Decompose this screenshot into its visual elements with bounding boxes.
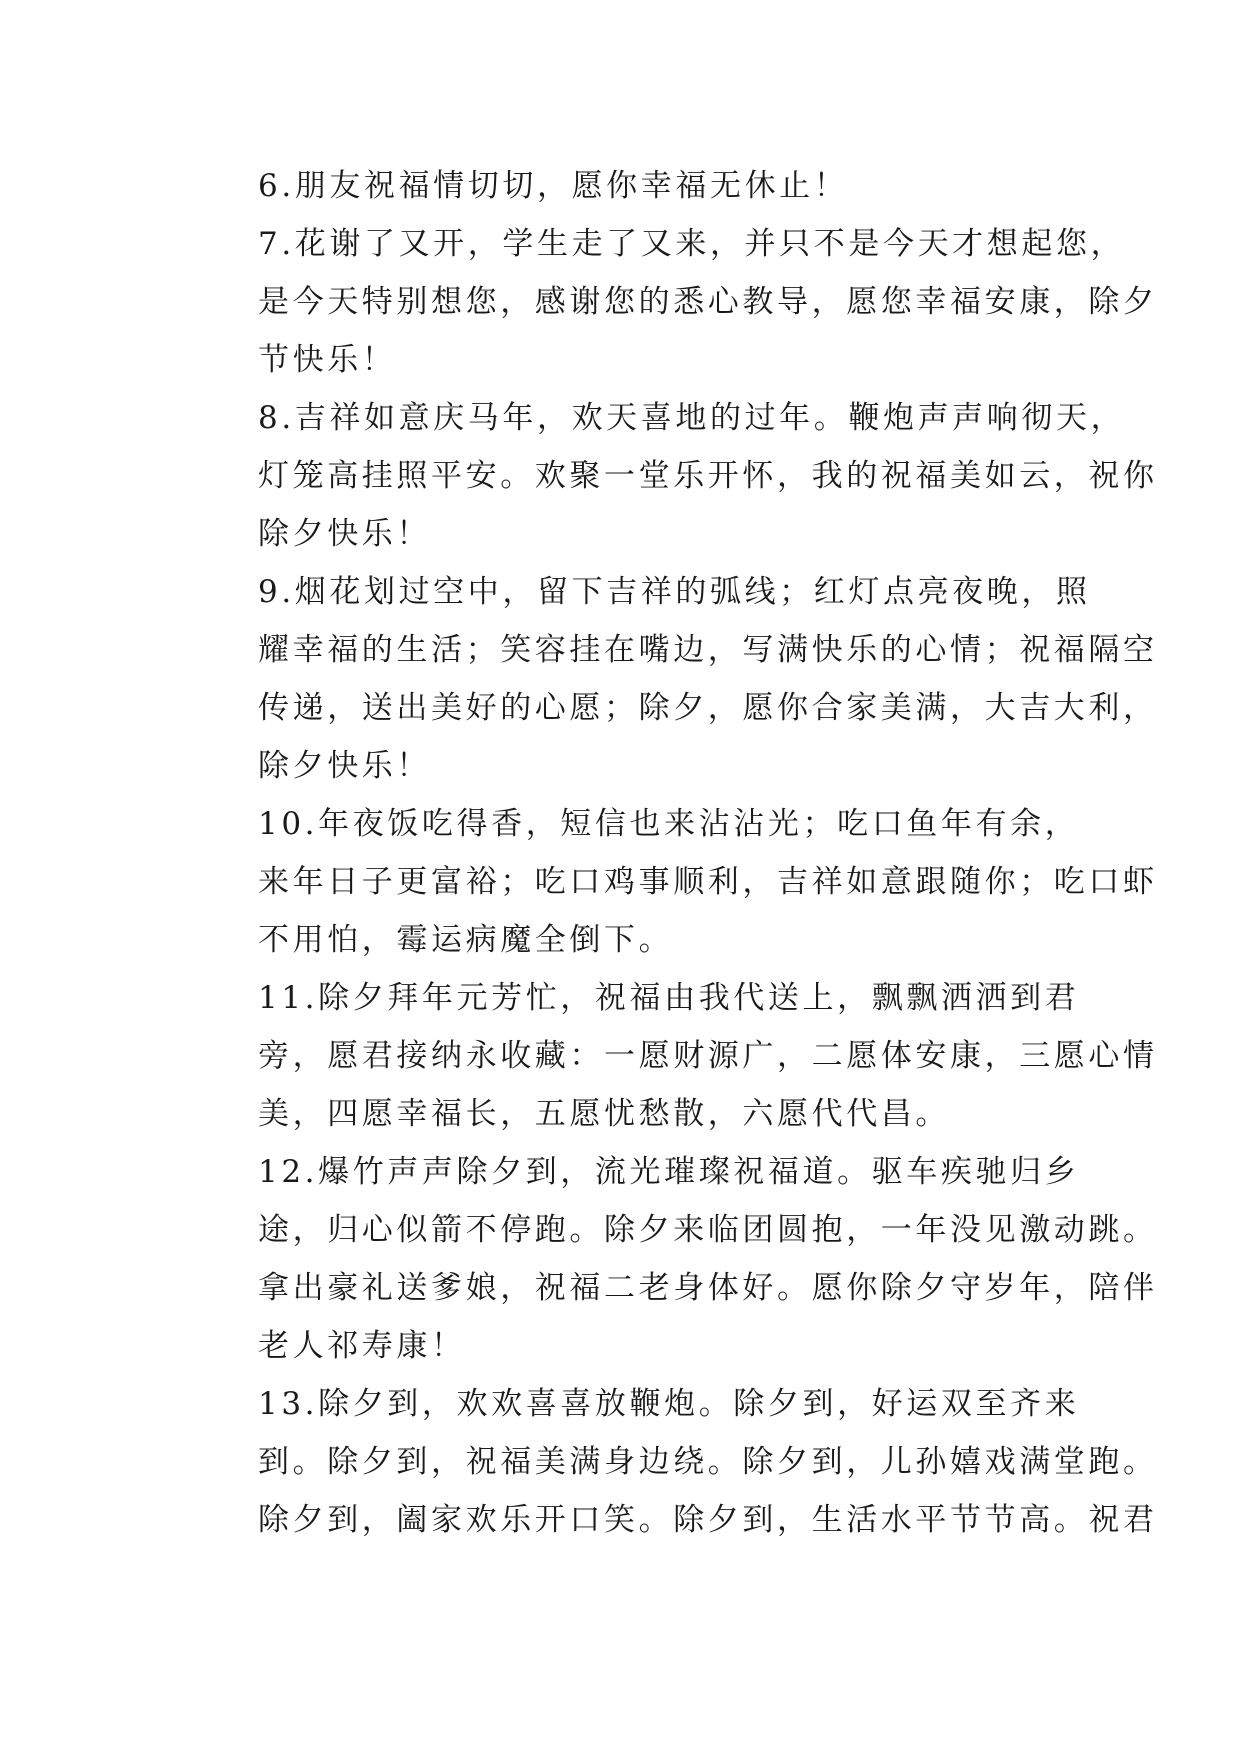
paragraph-9 xyxy=(190,563,1158,795)
text-line: 旁，愿君接纳永收藏：一愿财源广，二愿体安康，三愿心情 xyxy=(258,1038,1158,1074)
document-body xyxy=(190,157,1158,1549)
text-line: 到。除夕到，祝福美满身边绕。除夕到，儿孙嬉戏满堂跑。 xyxy=(258,1444,1158,1480)
paragraph-12 xyxy=(190,1143,1158,1375)
text-line: 拿出豪礼送爹娘，祝福二老身体好。愿你除夕守岁年，陪伴 xyxy=(258,1270,1158,1306)
text-line: 灯笼高挂照平安。欢聚一堂乐开怀，我的祝福美如云，祝你 xyxy=(258,458,1158,494)
text-line: 8.吉祥如意庆马年，欢天喜地的过年。鞭炮声声响彻天， xyxy=(258,400,1126,436)
paragraph-6 xyxy=(190,157,1062,215)
text-line: 节快乐！ xyxy=(258,342,397,378)
paragraph-10 xyxy=(190,795,1158,969)
paragraph-7 xyxy=(190,215,1158,389)
text-line: 7.花谢了又开，学生走了又来，并只不是今天才想起您， xyxy=(258,226,1126,262)
text-line: 除夕快乐！ xyxy=(258,516,431,552)
text-line: 12.爆竹声声除夕到，流光璀璨祝福道。驱车疾驰归乡 xyxy=(258,1154,1080,1190)
text-line: 老人祁寿康！ xyxy=(258,1328,466,1364)
text-line: 不用怕，霉运病魔全倒下。 xyxy=(258,922,674,958)
text-line: 美，四愿幸福长，五愿忧愁散，六愿代代昌。 xyxy=(258,1096,950,1132)
text-line: 13.除夕到，欢欢喜喜放鞭炮。除夕到，好运双至齐来 xyxy=(258,1386,1080,1422)
text-line: 除夕到，阖家欢乐开口笑。除夕到，生活水平节节高。祝君 xyxy=(258,1502,1158,1538)
text-line: 6.朋友祝福情切切，愿你幸福无休止！ xyxy=(258,168,849,204)
text-line: 是今天特别想您，感谢您的悉心教导，愿您幸福安康，除夕 xyxy=(258,284,1158,320)
text-line: 传递，送出美好的心愿；除夕，愿你合家美满，大吉大利， xyxy=(258,690,1158,726)
paragraph-8 xyxy=(190,389,1158,563)
text-line: 途，归心似箭不停跑。除夕来临团圆抱，一年没见激动跳。 xyxy=(258,1212,1158,1248)
text-line: 11.除夕拜年元芳忙，祝福由我代送上，飘飘洒洒到君 xyxy=(258,980,1080,1016)
text-line: 9.烟花划过空中，留下吉祥的弧线；红灯点亮夜晚，照 xyxy=(258,574,1091,610)
text-line: 10.年夜饭吃得香，短信也来沾沾光；吃口鱼年有余， xyxy=(258,806,1080,842)
paragraph-11 xyxy=(190,969,1158,1143)
text-line: 耀幸福的生活；笑容挂在嘴边，写满快乐的心情；祝福隔空 xyxy=(258,632,1158,668)
paragraph-13 xyxy=(190,1375,1158,1549)
text-line: 除夕快乐！ xyxy=(258,748,431,784)
text-line: 来年日子更富裕；吃口鸡事顺利，吉祥如意跟随你；吃口虾 xyxy=(258,864,1158,900)
